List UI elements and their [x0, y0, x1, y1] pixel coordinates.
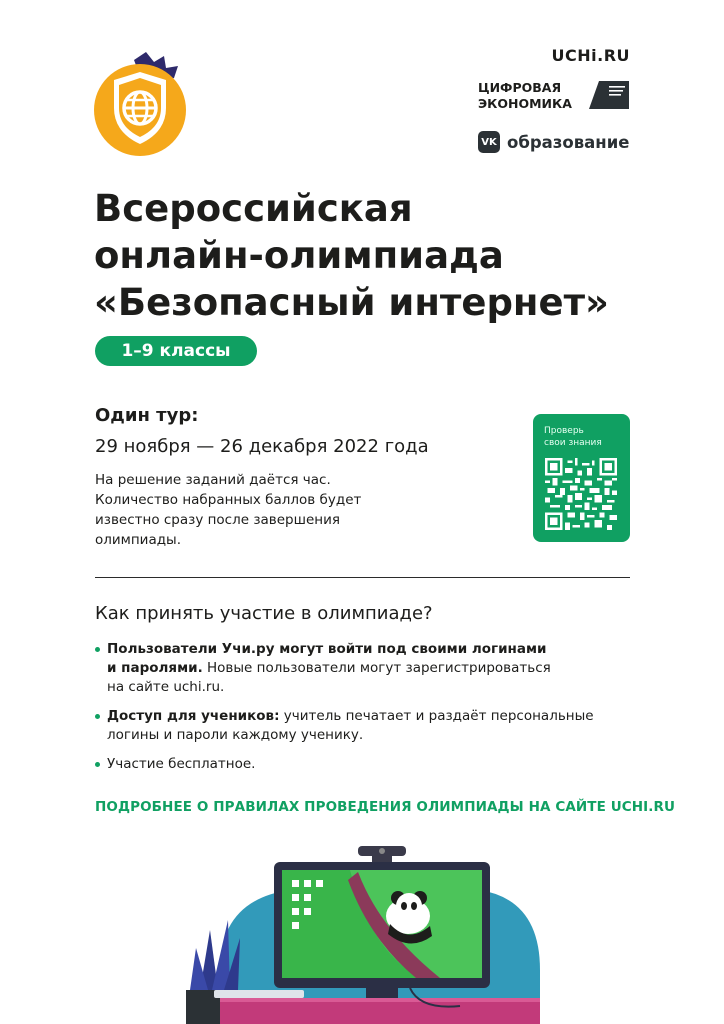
bold-text: Пользователи Учи.ру могут войти под своими логинами — [107, 641, 547, 657]
qr-label — [544, 425, 602, 449]
bold-text: и паролями. — [107, 660, 203, 676]
qr-card[interactable] — [533, 414, 630, 542]
title-line: «Безопасный интернет» — [94, 281, 609, 324]
tour-note-line: известно сразу после завершения — [95, 512, 340, 528]
list-item — [95, 755, 635, 774]
body-text: учитель печатает и раздаёт персональные — [279, 708, 594, 724]
grades-badge: 1–9 классы — [95, 336, 257, 366]
body-text: на сайте uchi.ru. — [107, 679, 225, 695]
title-line: онлайн-олимпиада — [94, 234, 504, 277]
computer-illustration — [180, 840, 560, 1024]
bullet-dot-icon — [95, 714, 100, 719]
how-to-list — [95, 640, 635, 784]
list-item — [95, 707, 635, 745]
more-info-link[interactable]: ПОДРОБНЕЕ О ПРАВИЛАХ ПРОВЕДЕНИЯ ОЛИМПИАДЫ НА САЙТЕ UCHI.RU — [95, 799, 676, 815]
tour-note — [95, 470, 395, 550]
body-text: логины и пароли каждому ученику. — [107, 727, 364, 743]
qr-label-line: Проверь — [544, 426, 584, 436]
qr-label-line: свои знания — [544, 438, 602, 448]
panda-icon — [386, 891, 432, 944]
digital-economy-logo — [478, 80, 634, 116]
how-to-title: Как принять участие в олимпиаде? — [95, 603, 433, 624]
national-projects-icon — [589, 81, 629, 109]
title-line: Всероссийская — [94, 187, 413, 230]
tour-label: Один тур: — [95, 405, 199, 426]
list-item — [95, 640, 635, 697]
tour-dates: 29 ноября — 26 декабря 2022 года — [95, 436, 429, 457]
tour-note-line: Количество набранных баллов будет — [95, 492, 362, 508]
qr-code-icon[interactable] — [545, 458, 617, 530]
tour-note-line: олимпиады. — [95, 532, 182, 548]
bullet-dot-icon — [95, 647, 100, 652]
digital-economy-line: ЭКОНОМИКА — [478, 96, 572, 111]
page-title — [94, 185, 654, 326]
vk-education-logo — [478, 130, 629, 154]
bullet-dot-icon — [95, 762, 100, 767]
section-divider — [95, 577, 630, 578]
tour-note-line: На решение заданий даётся час. — [95, 472, 331, 488]
body-text: Участие бесплатное. — [107, 756, 256, 772]
olympiad-logo-icon — [94, 48, 194, 158]
vk-logo-icon: VK — [478, 131, 500, 153]
digital-economy-line: ЦИФРОВАЯ — [478, 80, 562, 95]
vk-education-label: образование — [507, 132, 630, 152]
uchi-logo: UCHi.RU — [551, 46, 630, 65]
bold-text: Доступ для учеников: — [107, 708, 280, 724]
body-text: Новые пользователи могут зарегистрироваться — [202, 660, 551, 676]
